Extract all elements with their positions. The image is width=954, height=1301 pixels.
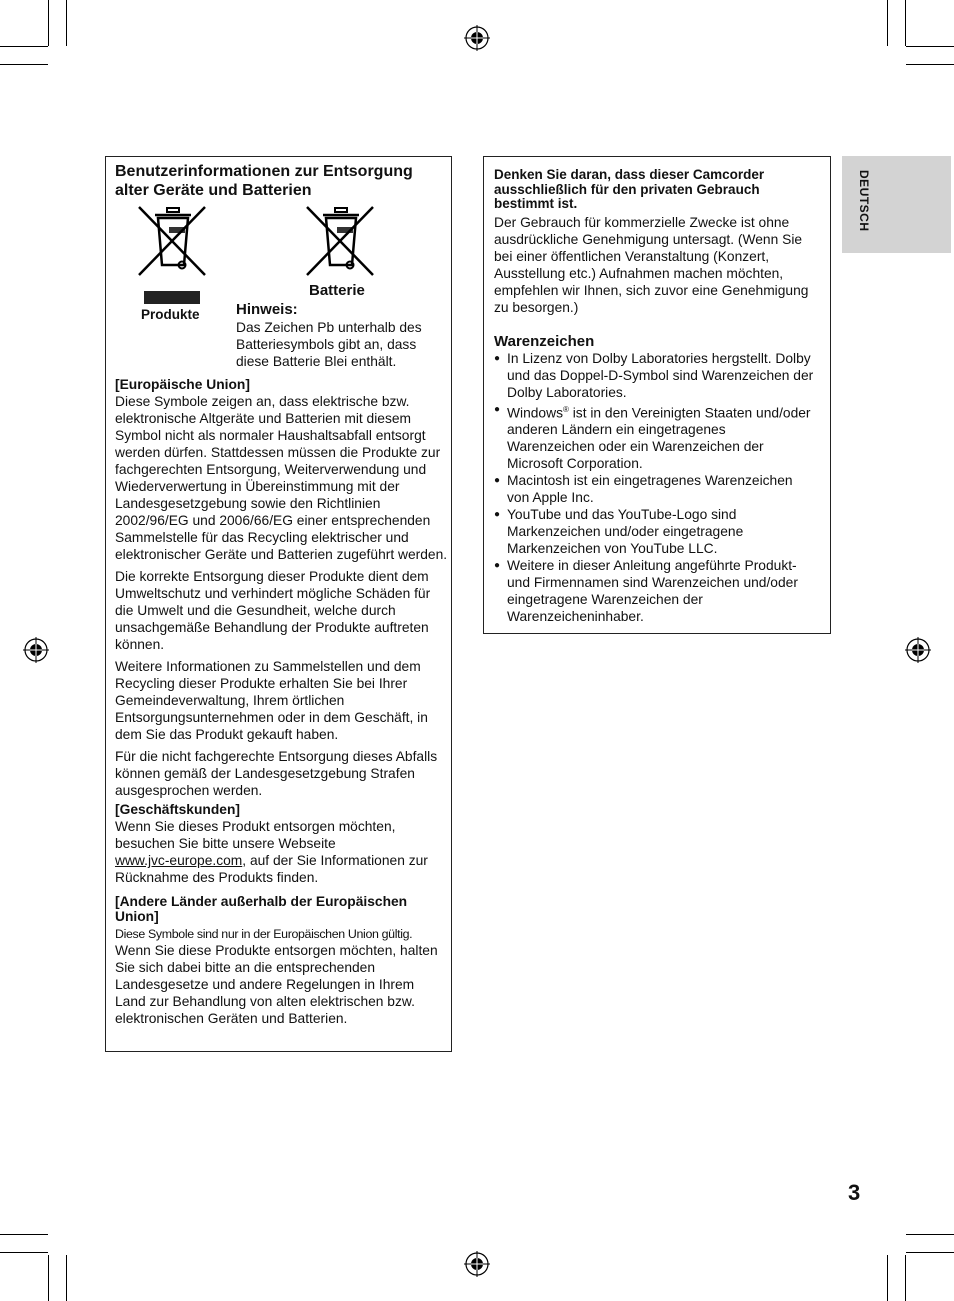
- other-countries-text: Wenn Sie diese Produkte entsorgen möchten, halten Sie sich dabei bitte an die entsprechenden Landesgesetze und andere Regelungen in Ihrem Land zur Behandlung von alten elektrischen bzw. elektronischen Geräten und Batterien.: [115, 943, 438, 1026]
- trademark-item-macintosh: [494, 472, 816, 506]
- trademark-text-dolby: In Lizenz von Dolby Laboratories hergstellt. Dolby und das Doppel-D-Symbol sind Warenzeichen der Dolby Laboratories.: [507, 350, 814, 400]
- disposal-body: [115, 376, 448, 1027]
- jvc-website-link[interactable]: www.jvc-europe.com: [115, 853, 243, 868]
- trademark-text-others: Weitere in dieser Anleitung angeführte Produkt- und Firmennamen sind Warenzeichen und/oder eingetragene Warenzeichen der Warenzeicheninhaber.: [507, 558, 798, 625]
- page-number: 3: [848, 1180, 861, 1205]
- language-tab-label: DEUTSCH: [857, 170, 871, 232]
- business-text-a: Wenn Sie dieses Produkt entsorgen möchten, besuchen Sie bitte unsere Webseite: [115, 819, 396, 851]
- trademark-text-youtube: YouTube und das YouTube-Logo sind Markenzeichen und/oder eingetragene Markenzeichen von YouTube LLC.: [507, 507, 744, 557]
- registration-mark-left: [23, 637, 49, 663]
- disposal-title: Benutzerinformationen zur Entsorgung alter Geräte und Batterien: [115, 163, 413, 199]
- trademark-item-windows: [494, 401, 816, 473]
- crossed-bin-icon-products: [137, 205, 207, 277]
- trademark-text-windows-a: Windows: [507, 405, 563, 421]
- business-heading: [Geschäftskunden]: [115, 802, 240, 817]
- crossed-bin-icon-battery: [305, 205, 375, 277]
- eu-paragraph-4: Für die nicht fachgerechte Entsorgung dieses Abfalls können gemäß der Landesgesetzgebung Strafen ausgesprochen werden.: [115, 749, 438, 798]
- bullet-icon: ●: [494, 403, 501, 415]
- registered-mark: ®: [562, 404, 569, 414]
- bullet-icon: ●: [494, 560, 501, 572]
- trademark-item-others: [494, 557, 816, 625]
- bullet-icon: ●: [494, 475, 501, 487]
- eu-heading: [Europäische Union]: [115, 377, 250, 392]
- trademark-heading: Warenzeichen: [494, 332, 595, 350]
- battery-label: Batterie: [309, 282, 365, 299]
- note-text: Das Zeichen Pb unterhalb des Batteriesymbols gibt an, dass diese Batterie Blei enthält.: [236, 320, 422, 369]
- registration-mark-bottom: [464, 1251, 490, 1277]
- eu-paragraph-2: Die korrekte Entsorgung dieser Produkte dient dem Umweltschutz und verhindert mögliche Schäden für die Umwelt und die Gesundheit, welche durch unsachgemäße Behandlung der Produkte auftreten können.: [115, 569, 431, 652]
- registration-mark-right: [905, 637, 931, 663]
- trademark-item-youtube: [494, 506, 816, 557]
- products-label: Produkte: [141, 307, 200, 322]
- bullet-icon: ●: [494, 352, 501, 364]
- eu-paragraph-1: Diese Symbole zeigen an, dass elektrische bzw. elektronische Altgeräte und Batterien mit diesem Symbol nicht als normaler Haushaltsabfall entsorgt werden dürfen. Stattdessen müssen die Produkte zur fachgerechten Entsorgung, Weiterverwendung und Wiederverwertung in Übereinstimmung mit der Landesgesetzgebung sowie den Richtlinien 2002/96/EG und 2006/66/EG einer entsprechenden Sammelstelle für das Recycling elektrischer und elektronischer Geräte und Batterien zugeführt werden.: [115, 394, 448, 562]
- notice-section: [494, 168, 816, 625]
- trademark-text-windows-b: ist in den Vereinigten Staaten und/oder anderen Ländern ein eingetragenes Warenzeichen oder ein Warenzeichen der Microsoft Corporation.: [507, 405, 811, 472]
- bullet-icon: ●: [494, 509, 501, 521]
- other-countries-note: Diese Symbole sind nur in der Europäischen Union gültig.: [115, 927, 413, 941]
- notice-text: Der Gebrauch für kommerzielle Zwecke ist ohne ausdrückliche Genehmigung untersagt. (Wenn Sie bei einer öffentlichen Veranstaltung (Konzert, Ausstellung etc.) Aufnahmen machen möchten, empfehlen wir Ihnen, sich zuvor eine Genehmigung zu besorgen.): [494, 214, 809, 315]
- trademark-text-macintosh: Macintosh ist ein eingetragenes Warenzeichen von Apple Inc.: [507, 473, 793, 506]
- business-text: [115, 818, 448, 886]
- notice-heading: Denken Sie daran, dass dieser Camcorder ausschließlich für den privaten Gebrauch bestimmt ist.: [494, 167, 765, 211]
- registration-mark-top: [464, 25, 490, 51]
- trademark-item-dolby: [494, 350, 816, 401]
- business-text-b: , auf der Sie Informationen zur Rücknahme des Produkts finden.: [115, 853, 428, 885]
- other-countries-heading: [Andere Länder außerhalb der Europäischen Union]: [115, 894, 408, 924]
- note-heading: Hinweis:: [236, 301, 298, 318]
- products-bar: [144, 291, 200, 304]
- eu-paragraph-3: Weitere Informationen zu Sammelstellen und dem Recycling dieser Produkte erhalten Sie bei Ihrer Gemeindeverwaltung, Ihrem örtlichen Entsorgungsunternehmen oder in dem Geschäft, in dem Sie das Produkt gekauft haben.: [115, 659, 428, 742]
